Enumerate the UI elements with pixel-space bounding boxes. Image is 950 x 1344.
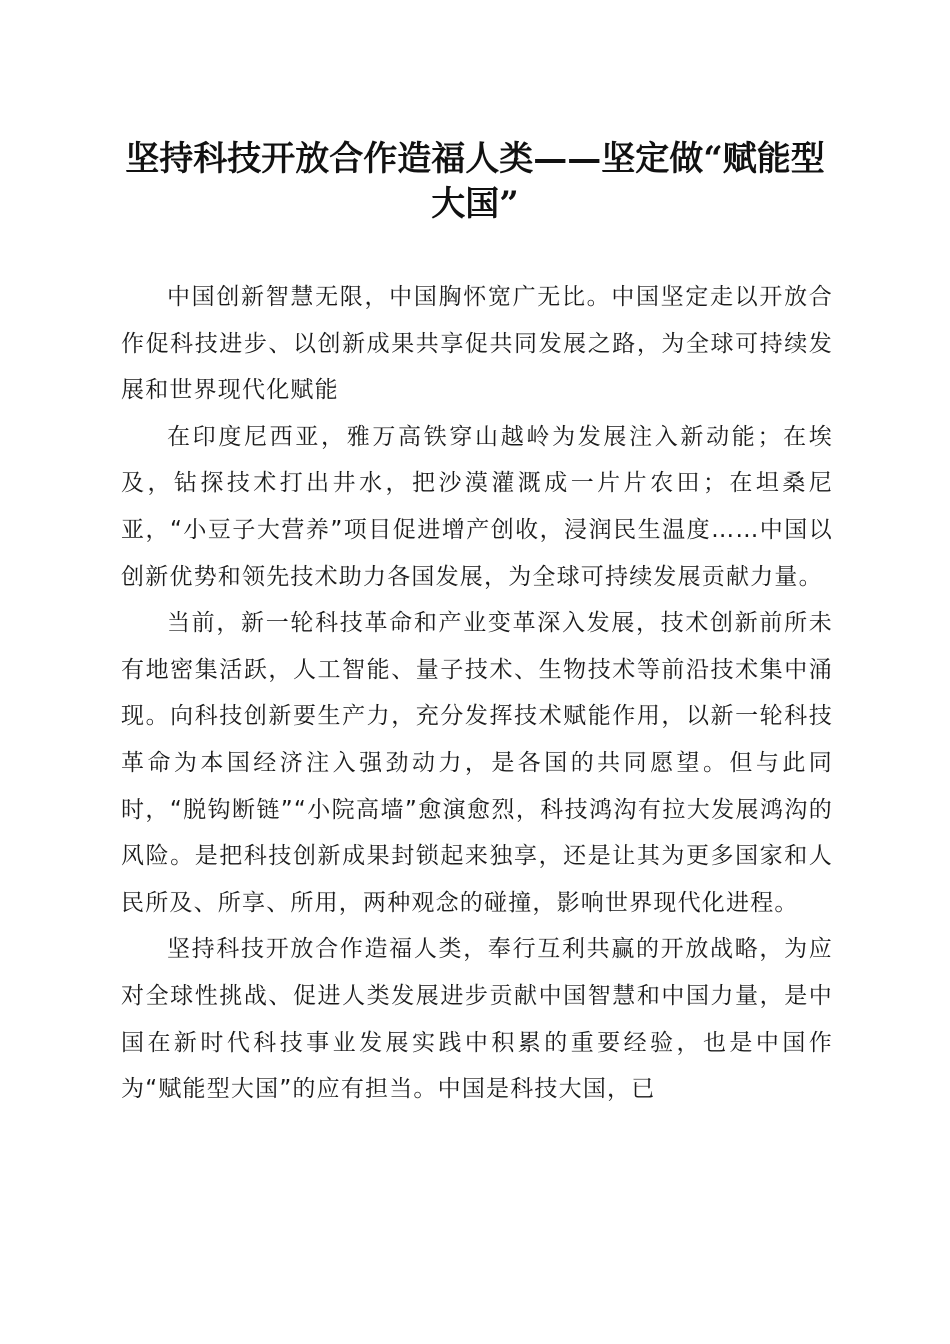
paragraph-1: 中国创新智慧无限，中国胸怀宽广无比。中国坚定走以开放合作促科技进步、以创新成果共享促共同发展之路，为全球可持续发展和世界现代化赋能 [121,284,833,404]
article-title: 坚持科技开放合作造福人类——坚定做“赋能型大国” [125,139,825,224]
paragraph-2: 在印度尼西亚，雅万高铁穿山越岭为发展注入新动能；在埃及，钻探技术打出井水，把沙漠灌溉成一片片农田；在坦桑尼亚，“小豆子大营养”项目促进增产创收，浸润民生温度……中国以创新优势和领先技术助力各国发展，为全球可持续发展贡献力量。 [121,423,833,590]
article-body [121,274,833,1113]
paragraph-4: 坚持科技开放合作造福人类，奉行互利共赢的开放战略，为应对全球性挑战、促进人类发展进步贡献中国智慧和中国力量，是中国在新时代科技事业发展实践中积累的重要经验，也是中国作为“赋能型大国”的应有担当。中国是科技大国，已 [121,936,833,1103]
paragraph-3: 当前，新一轮科技革命和产业变革深入发展，技术创新前所未有地密集活跃，人工智能、量子技术、生物技术等前沿技术集中涌现。向科技创新要生产力，充分发挥技术赋能作用，以新一轮科技革命为本国经济注入强劲动力，是各国的共同愿望。但与此同时，“脱钩断链”“小院高墙”愈演愈烈，科技鸿沟有拉大发展鸿沟的风险。是把科技创新成果封锁起来独享，还是让其为更多国家和人民所及、所享、所用，两种观念的碰撞，影响世界现代化进程。 [121,610,833,916]
